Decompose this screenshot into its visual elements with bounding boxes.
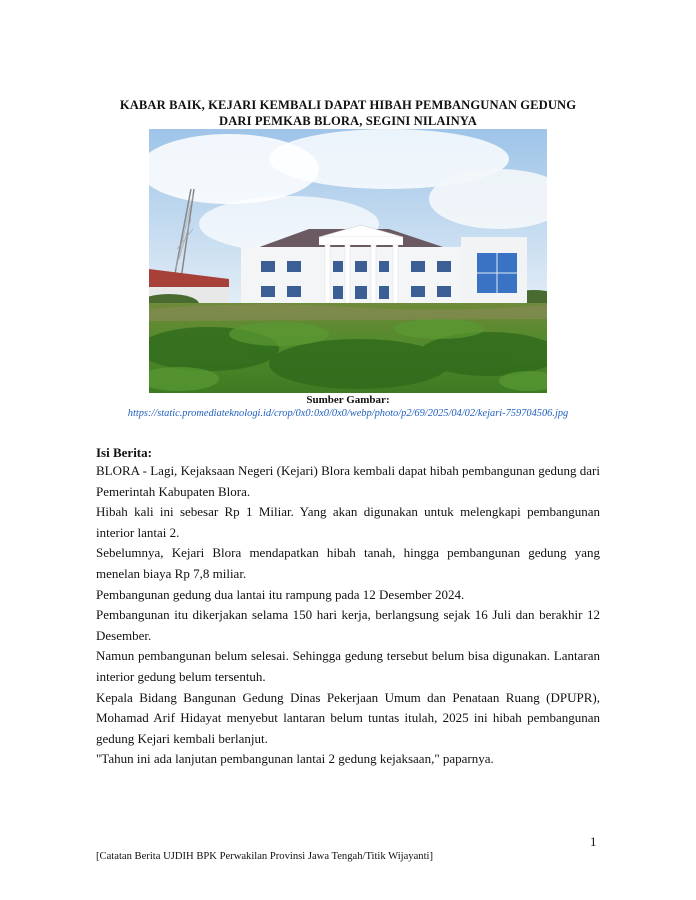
image-source-colon: : <box>385 394 390 406</box>
paragraph: Pembangunan itu dikerjakan selama 150 hari kerja, berlangsung sejak 16 Juli dan berakhir 12 Desember. <box>96 607 600 643</box>
section-heading: Isi Berita: <box>96 445 152 460</box>
paragraph: "Tahun ini ada lanjutan pembangunan lantai 2 gedung kejaksaan," paparnya. <box>96 751 494 767</box>
paragraph: Hibah kali ini sebesar Rp 1 Miliar. Yang akan digunakan untuk melengkapi pembangunan interior lantai 2. <box>96 504 600 540</box>
news-photo <box>149 129 547 393</box>
document-title <box>96 97 600 129</box>
title-line-2: DARI PEMKAB BLORA, SEGINI NILAINYA <box>219 114 477 128</box>
title-line-1: KABAR BAIK, KEJARI KEMBALI DAPAT HIBAH PEMBANGUNAN GEDUNG <box>119 98 577 112</box>
paragraph: BLORA - Lagi, Kejaksaan Negeri (Kejari) Blora kembali dapat hibah pembangunan gedung dari Pemerintah Kabupaten Blora. <box>96 463 600 499</box>
footer-note: [Catatan Berita UJDIH BPK Perwakilan Provinsi Jawa Tengah/Titik Wijayanti] <box>96 851 434 862</box>
article-body <box>96 461 600 770</box>
paragraph: Pembangunan gedung dua lantai itu rampung pada 12 Desember 2024. <box>96 586 465 602</box>
page-number: 1 <box>590 834 597 849</box>
paragraph: Namun pembangunan belum selesai. Sehingga gedung tersebut belum bisa digunakan. Lantaran interior gedung belum tersentuh. <box>96 648 600 684</box>
paragraph: Sebelumnya, Kejari Blora mendapatkan hibah tanah, hingga pembangunan gedung yang menelan biaya Rp 7,8 miliar. <box>96 545 600 581</box>
image-source-label-text: Sumber Gambar <box>306 394 386 406</box>
image-source-url[interactable]: https://static.promediateknologi.id/crop/0x0:0x0/0x0/webp/photo/p2/69/2025/04/02/kejari-759704506.jpg <box>127 408 569 419</box>
image-source-label <box>96 394 600 407</box>
paragraph: Kepala Bidang Bangunan Gedung Dinas Pekerjaan Umum dan Penataan Ruang (DPUPR), Mohamad Arif Hidayat menyebut lantaran belum tuntas itulah, 2025 ini hibah pembangunan gedung Kejari kembali berlanjut. <box>96 689 600 746</box>
